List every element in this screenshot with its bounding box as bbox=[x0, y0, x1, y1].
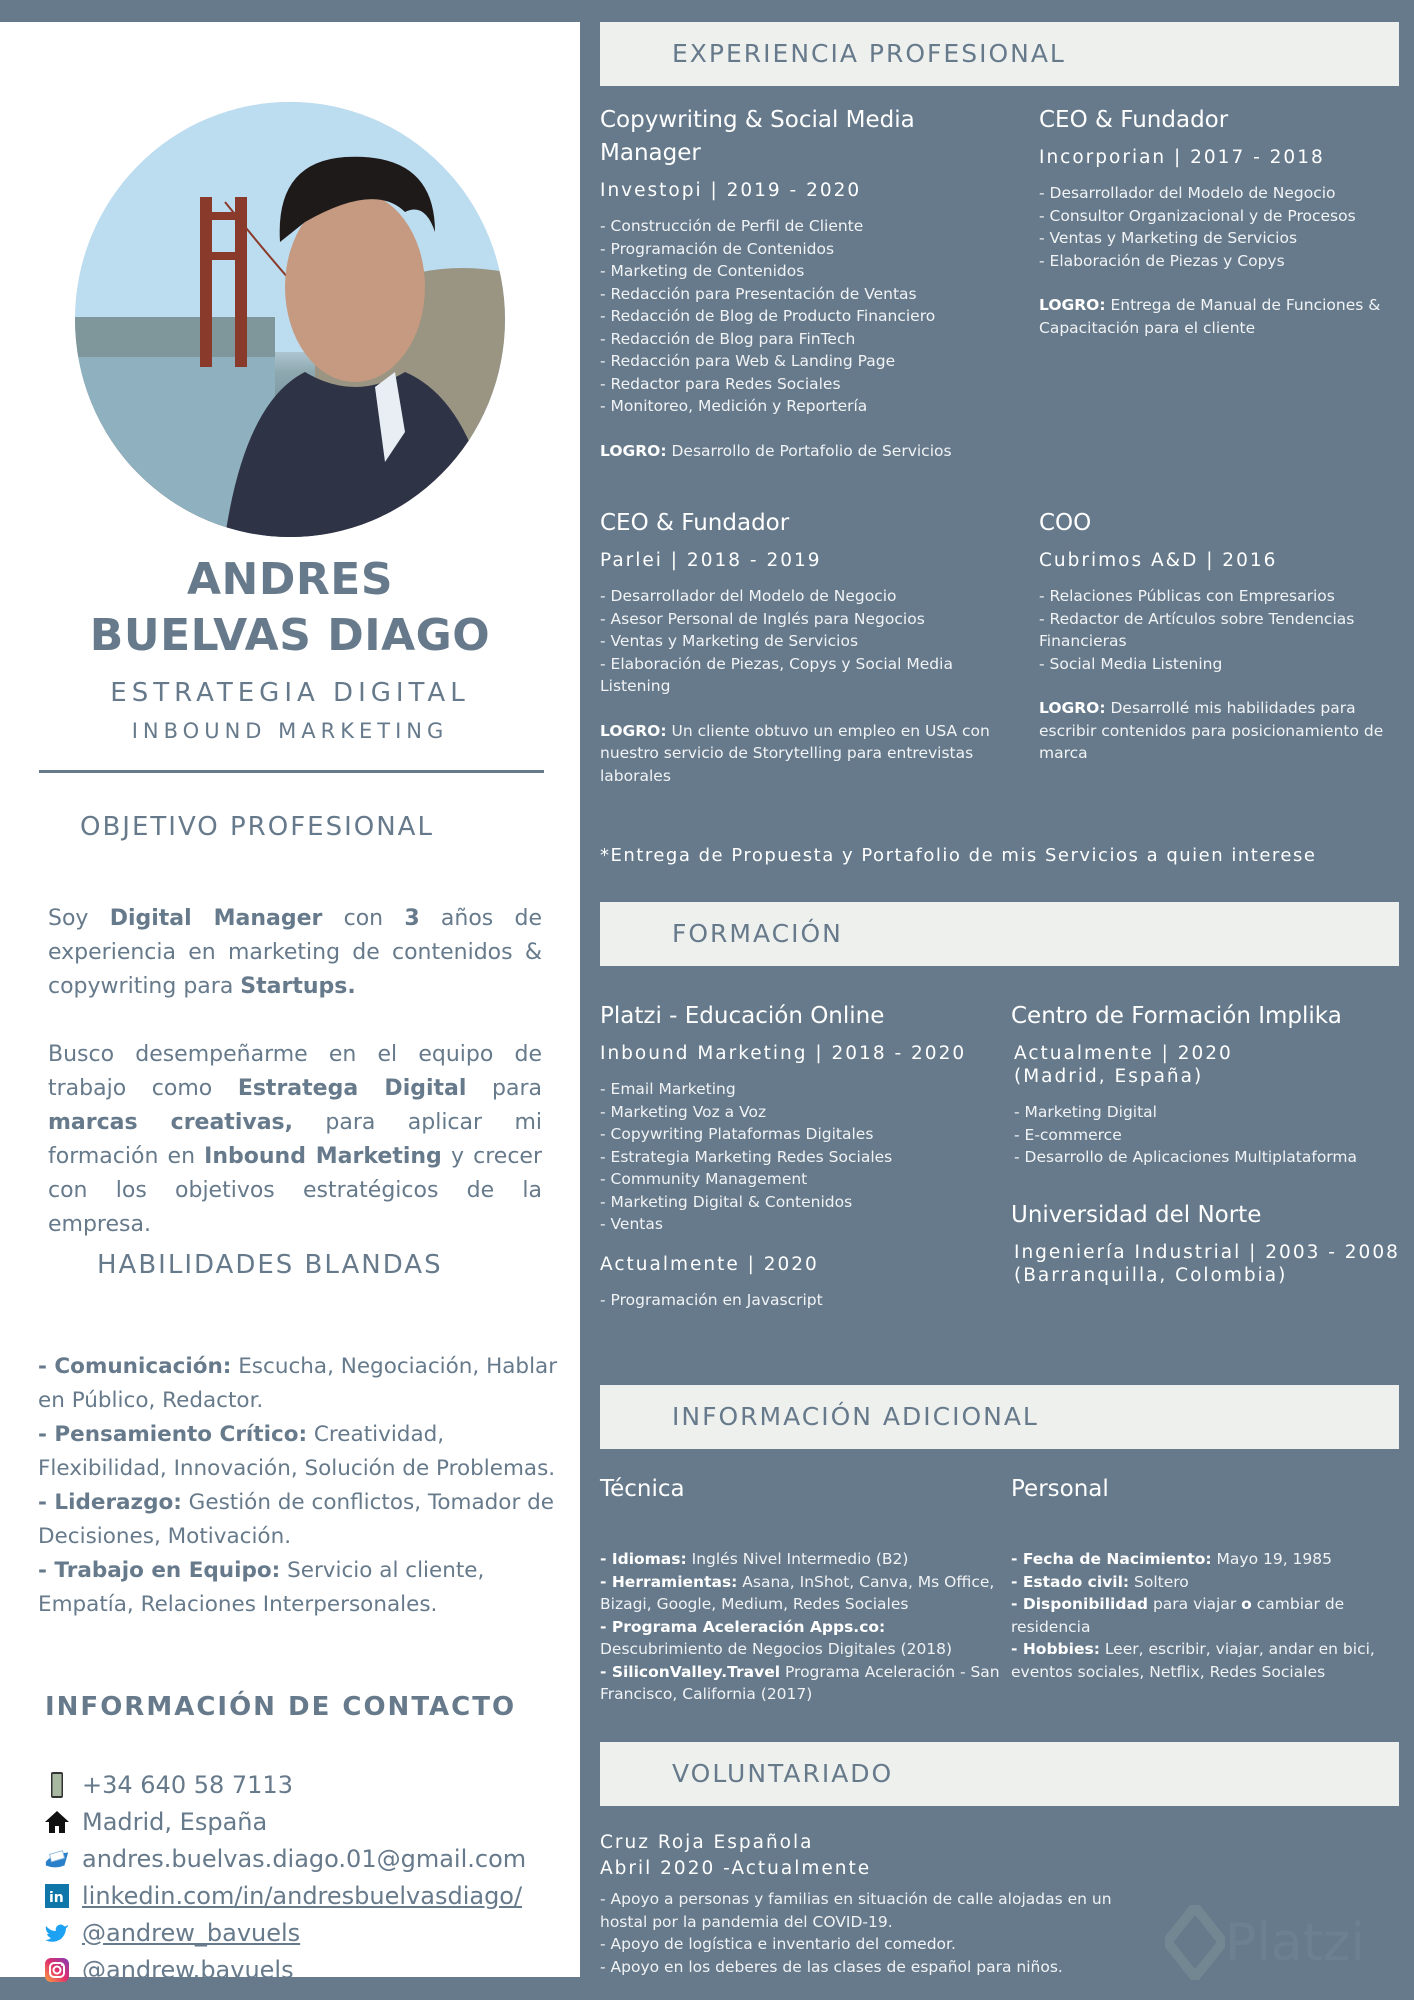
skill-label: - Pensamiento Crítico: bbox=[38, 1422, 308, 1447]
education-title: Universidad del Norte bbox=[1011, 1201, 1262, 1228]
body-text: para bbox=[466, 1076, 543, 1101]
job-card bbox=[600, 507, 1000, 787]
volunteer-period: Abril 2020 -Actualmente bbox=[600, 1858, 872, 1879]
education-title: Platzi - Educación Online bbox=[600, 1003, 885, 1029]
info-text: Mayo 19, 1985 bbox=[1211, 1550, 1332, 1568]
contact-location bbox=[44, 1803, 526, 1840]
contact-instagram bbox=[44, 1951, 526, 1988]
platzi-logo-icon bbox=[1165, 1905, 1225, 1980]
job-company-period: Incorporian | 2017 - 2018 bbox=[1039, 147, 1325, 168]
info-label: - Hobbies: bbox=[1011, 1640, 1100, 1658]
list-item: - Marketing Digital bbox=[1014, 1103, 1157, 1121]
list-item: - Redacción para Web & Landing Page bbox=[600, 352, 896, 370]
objective-heading: OBJETIVO PROFESIONAL bbox=[80, 812, 434, 842]
education-bullets bbox=[1011, 1101, 1411, 1169]
list-item: - Programación de Contenidos bbox=[600, 239, 835, 258]
emphasis-text: Estratega Digital bbox=[237, 1076, 467, 1101]
instagram-link[interactable]: @andrew.bavuels bbox=[82, 1955, 294, 1984]
list-item: - Asesor Personal de Inglés para Negocios bbox=[600, 609, 925, 628]
list-item: - Estrategia Marketing Redes Sociales bbox=[600, 1147, 893, 1166]
portfolio-note: *Entrega de Propuesta y Portafolio de mis Servicios a quien interese bbox=[600, 845, 1317, 866]
info-text: Leer, escribir, viajar, andar en bici, eventos sociales, Netflix, Redes Sociales bbox=[1011, 1640, 1375, 1681]
job-card bbox=[1039, 104, 1399, 339]
list-item: - Elaboración de Piezas, Copys y Social Media Listening bbox=[600, 654, 953, 695]
info-item bbox=[1011, 1548, 1401, 1571]
soft-skills-list bbox=[38, 1350, 558, 1622]
emphasis-text: Digital Manager bbox=[109, 906, 323, 931]
job-title: CEO & Fundador bbox=[600, 510, 790, 536]
list-item: - Redactor de Artículos sobre Tendencias Financieras bbox=[1039, 609, 1355, 650]
achievement-text: Desarrollé mis habilidades para escribir contenidos para posicionamiento de marca bbox=[1039, 699, 1384, 762]
skill-text: Gestión de conflictos, Tomador de Decisiones, Motivación. bbox=[38, 1490, 554, 1549]
platzi-watermark bbox=[1165, 1905, 1365, 1980]
technical-list bbox=[600, 1548, 1000, 1706]
volunteer-bullets bbox=[600, 1888, 1160, 1978]
info-text: Programa Aceleración - San Francisco, California (2017) bbox=[600, 1662, 1000, 1703]
body-text: y crecer con los objetivos estratégicos de la empresa. bbox=[48, 1144, 542, 1237]
list-item: - Programación en Javascript bbox=[600, 1290, 823, 1309]
info-text: Soltero bbox=[1129, 1572, 1189, 1591]
skill-item bbox=[38, 1486, 558, 1554]
additional-technical bbox=[600, 1473, 1000, 1706]
list-item: - Monitoreo, Medición y Reportería bbox=[600, 397, 868, 415]
skill-label: - Liderazgo: bbox=[38, 1490, 182, 1515]
emphasis-text: Inbound Marketing bbox=[204, 1144, 442, 1169]
job-achievement bbox=[600, 720, 1000, 788]
info-label: o bbox=[1241, 1595, 1252, 1613]
contact-phone bbox=[44, 1766, 526, 1803]
role-subtitle: INBOUND MARKETING bbox=[131, 719, 449, 743]
location-text: Madrid, España bbox=[82, 1807, 268, 1836]
education-location: (Barranquilla, Colombia) bbox=[1014, 1264, 1288, 1286]
list-item: - Marketing de Contenidos bbox=[600, 262, 805, 280]
info-label: - Fecha de Nacimiento: bbox=[1011, 1550, 1212, 1568]
profile-photo bbox=[75, 102, 505, 537]
info-label: - Herramientas: bbox=[600, 1572, 738, 1591]
contact-linkedin bbox=[44, 1877, 526, 1914]
objective-paragraph-1 bbox=[48, 902, 542, 1004]
list-item: - Redacción de Blog para FinTech bbox=[600, 329, 856, 348]
linkedin-link[interactable]: linkedin.com/in/andresbuelvasdiago/ bbox=[82, 1881, 523, 1910]
job-company-period: Parlei | 2018 - 2019 bbox=[600, 550, 822, 571]
skill-label: - Trabajo en Equipo: bbox=[38, 1558, 281, 1583]
left-panel bbox=[0, 22, 580, 1984]
list-item: - Marketing Voz a Voz bbox=[600, 1102, 767, 1121]
volunteer-org: Cruz Roja Española bbox=[600, 1832, 814, 1853]
achievement-label: LOGRO: bbox=[600, 441, 667, 460]
linkedin-icon bbox=[44, 1883, 70, 1909]
info-label: - SiliconValley.Travel bbox=[600, 1662, 781, 1681]
info-text: Asana, InShot, Canva, Ms Office, Bizagi, Google, Medium, Redes Sociales bbox=[600, 1572, 995, 1613]
home-icon bbox=[44, 1809, 70, 1835]
list-item: - Apoyo en los deberes de las clases de español para niños. bbox=[600, 1957, 1063, 1976]
achievement-label: LOGRO: bbox=[1039, 699, 1106, 717]
info-item bbox=[1011, 1593, 1401, 1638]
additional-title: Personal bbox=[1011, 1476, 1109, 1502]
skill-label: - Comunicación: bbox=[38, 1354, 232, 1379]
additional-personal bbox=[1011, 1473, 1401, 1683]
education-location: (Madrid, España) bbox=[1014, 1066, 1204, 1087]
job-title: COO bbox=[1039, 510, 1092, 536]
contact-heading: INFORMACIÓN DE CONTACTO bbox=[45, 1692, 517, 1722]
twitter-link[interactable]: @andrew_bavuels bbox=[82, 1918, 301, 1947]
skill-item bbox=[38, 1554, 558, 1622]
achievement-label: LOGRO: bbox=[1039, 296, 1106, 314]
skill-text: Creatividad, Flexibilidad, Innovación, Solución de Problemas. bbox=[38, 1422, 556, 1481]
info-item bbox=[1011, 1571, 1401, 1594]
name-first: ANDRES bbox=[186, 554, 394, 605]
additional-heading: INFORMACIÓN ADICIONAL bbox=[600, 1385, 1399, 1449]
additional-title: Técnica bbox=[600, 1476, 685, 1502]
education-subtitle: Actualmente | 2020 bbox=[1014, 1043, 1233, 1064]
achievement-label: LOGRO: bbox=[600, 721, 667, 740]
email-address[interactable]: andres.buelvas.diago.01@gmail.com bbox=[82, 1844, 527, 1873]
job-card bbox=[600, 104, 1010, 462]
job-achievement bbox=[1039, 294, 1399, 339]
education-bullets bbox=[600, 1078, 1000, 1236]
email-icon bbox=[44, 1846, 70, 1872]
info-item bbox=[600, 1616, 1000, 1661]
emphasis-text: 3 bbox=[404, 906, 420, 931]
contact-email bbox=[44, 1840, 526, 1877]
watermark-text: Platzi bbox=[1225, 1912, 1365, 1973]
list-item: - Ventas bbox=[600, 1215, 663, 1233]
list-item: - Ventas y Marketing de Servicios bbox=[600, 632, 859, 650]
emphasis-text: marcas creativas, bbox=[48, 1110, 294, 1135]
list-item: - E-commerce bbox=[1014, 1125, 1122, 1144]
skill-text: Servicio al cliente, Empatía, Relaciones Interpersonales. bbox=[38, 1558, 485, 1617]
contact-list bbox=[44, 1766, 526, 1988]
list-item: - Redactor para Redes Sociales bbox=[600, 374, 841, 393]
list-item: - Copywriting Plataformas Digitales bbox=[600, 1125, 874, 1143]
name-last: BUELVAS DIAGO bbox=[89, 610, 491, 661]
instagram-icon bbox=[44, 1957, 70, 1983]
list-item: - Relaciones Públicas con Empresarios bbox=[1039, 587, 1335, 605]
education-title: Centro de Formación Implika bbox=[1011, 1003, 1342, 1029]
education-subtitle: Actualmente | 2020 bbox=[600, 1253, 819, 1275]
phone-number: +34 640 58 7113 bbox=[82, 1770, 293, 1799]
job-bullets bbox=[600, 585, 1000, 698]
job-bullets bbox=[1039, 585, 1399, 675]
list-item: - Social Media Listening bbox=[1039, 654, 1223, 673]
list-item: - Desarrollador del Modelo de Negocio bbox=[1039, 184, 1336, 202]
job-title: Copywriting & Social Media Manager bbox=[600, 107, 915, 166]
list-item: - Elaboración de Piezas y Copys bbox=[1039, 251, 1285, 270]
list-item: - Email Marketing bbox=[600, 1080, 736, 1098]
body-text: Soy bbox=[48, 906, 110, 931]
job-achievement bbox=[1039, 697, 1399, 765]
education-heading: FORMACIÓN bbox=[600, 902, 1399, 966]
info-text: Inglés Nivel Intermedio (B2) bbox=[686, 1550, 909, 1568]
job-bullets bbox=[1039, 182, 1399, 272]
job-achievement bbox=[600, 440, 1010, 463]
svg-text:in: in bbox=[49, 1889, 64, 1906]
job-bullets bbox=[600, 215, 1010, 418]
education-bullets bbox=[600, 1289, 1000, 1312]
contact-twitter bbox=[44, 1914, 526, 1951]
info-item bbox=[600, 1661, 1000, 1706]
list-item: - Apoyo de logística e inventario del comedor. bbox=[600, 1935, 956, 1953]
list-item: - Apoyo a personas y familias en situación de calle alojadas en un hostal por la pandemia del COVID-19. bbox=[600, 1890, 1112, 1931]
role-title: ESTRATEGIA DIGITAL bbox=[110, 678, 470, 708]
job-company-period: Cubrimos A&D | 2016 bbox=[1039, 550, 1278, 571]
info-label: - Idiomas: bbox=[600, 1550, 687, 1568]
info-label: - Programa Aceleración Apps.co: bbox=[600, 1617, 886, 1636]
achievement-text: Entrega de Manual de Funciones & Capacitación para el cliente bbox=[1039, 296, 1381, 337]
list-item: - Redacción para Presentación de Ventas bbox=[600, 284, 917, 303]
list-item: - Ventas y Marketing de Servicios bbox=[1039, 229, 1298, 247]
body-text: Busco desempeñarme en el equipo de trabajo como bbox=[48, 1042, 542, 1101]
job-card bbox=[1039, 507, 1399, 765]
phone-icon bbox=[44, 1772, 70, 1798]
info-item bbox=[600, 1571, 1000, 1616]
photo-illustration-icon bbox=[75, 102, 505, 537]
experience-heading: EXPERIENCIA PROFESIONAL bbox=[600, 22, 1399, 86]
skill-text: Escucha, Negociación, Hablar en Público, Redactor. bbox=[38, 1354, 558, 1413]
volunteering-heading: VOLUNTARIADO bbox=[600, 1742, 1399, 1806]
body-text: con bbox=[322, 906, 405, 931]
job-company-period: Investopi | 2019 - 2020 bbox=[600, 180, 862, 201]
education-subtitle: Ingeniería Industrial | 2003 - 2008 bbox=[1014, 1241, 1400, 1263]
info-label: - Disponibilidad bbox=[1011, 1595, 1149, 1613]
list-item: - Construcción de Perfil de Cliente bbox=[600, 217, 864, 235]
list-item: - Consultor Organizacional y de Procesos bbox=[1039, 206, 1356, 225]
achievement-text: Desarrollo de Portafolio de Servicios bbox=[666, 441, 952, 460]
info-item bbox=[1011, 1638, 1401, 1683]
list-item: - Redacción de Blog de Producto Financiero bbox=[600, 307, 936, 325]
divider bbox=[39, 770, 544, 773]
body-text: para aplicar mi formación en bbox=[48, 1110, 542, 1169]
emphasis-text: Startups. bbox=[240, 974, 356, 999]
info-label: - Estado civil: bbox=[1011, 1572, 1130, 1591]
skill-item bbox=[38, 1350, 558, 1418]
skill-item bbox=[38, 1418, 558, 1486]
education-platzi bbox=[600, 1000, 1000, 1311]
info-text: para viajar bbox=[1148, 1595, 1242, 1613]
soft-skills-heading: HABILIDADES BLANDAS bbox=[97, 1250, 443, 1280]
list-item: - Community Management bbox=[600, 1170, 808, 1188]
education-subtitle: Inbound Marketing | 2018 - 2020 bbox=[600, 1043, 967, 1064]
info-item bbox=[600, 1548, 1000, 1571]
twitter-icon bbox=[44, 1920, 70, 1946]
volunteering-entry bbox=[600, 1830, 1160, 1978]
job-title: CEO & Fundador bbox=[1039, 107, 1229, 133]
education-implika bbox=[1011, 1000, 1411, 1300]
info-text: cambiar de residencia bbox=[1011, 1595, 1345, 1636]
body-text: años de experiencia en marketing de contenidos & copywriting para bbox=[48, 906, 542, 999]
list-item: - Desarrollador del Modelo de Negocio bbox=[600, 587, 897, 605]
info-text: Descubrimiento de Negocios Digitales (2018) bbox=[600, 1640, 953, 1658]
objective-text bbox=[48, 902, 542, 1276]
list-item: - Desarrollo de Aplicaciones Multiplataforma bbox=[1014, 1148, 1357, 1166]
list-item: - Marketing Digital & Contenidos bbox=[600, 1192, 853, 1211]
achievement-text: Un cliente obtuvo un empleo en USA con nuestro servicio de Storytelling para entrevistas laborales bbox=[600, 721, 990, 785]
personal-list bbox=[1011, 1548, 1401, 1683]
objective-paragraph-2 bbox=[48, 1038, 542, 1242]
